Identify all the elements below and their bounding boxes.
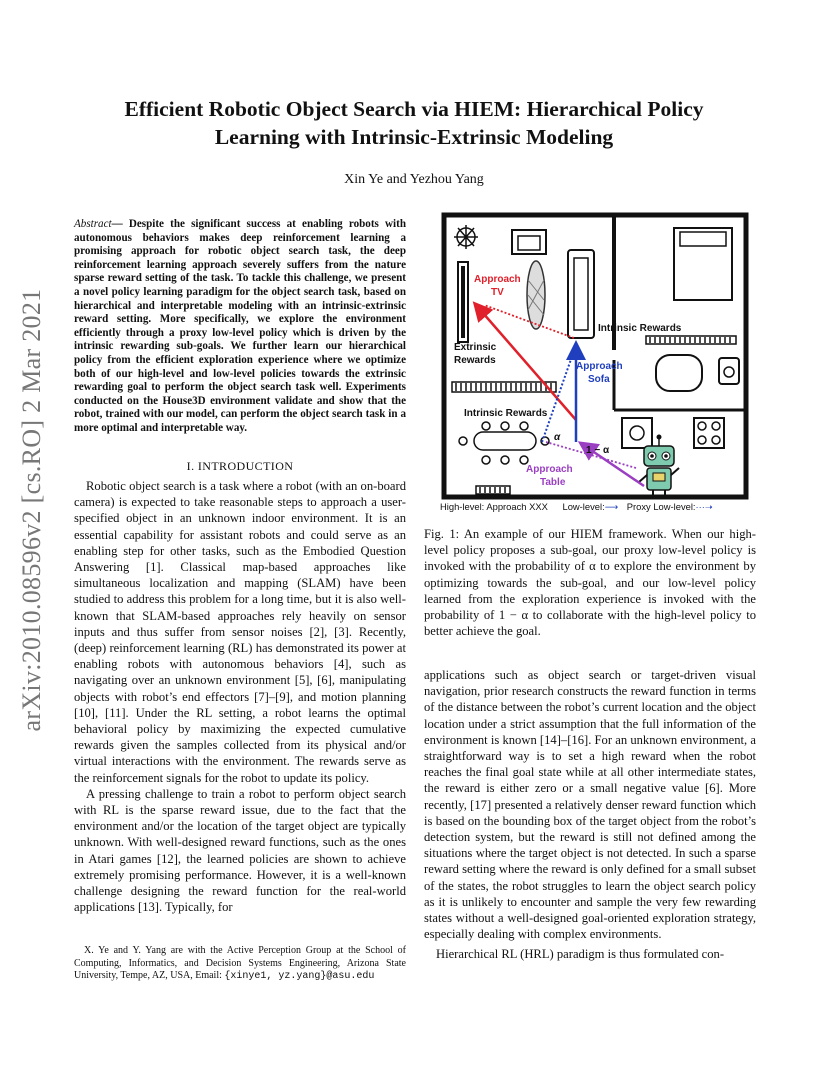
footnote-email: {xinye1, yz.yang}@asu.edu xyxy=(224,971,375,982)
label-approach-sofa-1: Approach xyxy=(576,361,623,372)
label-approach-table-1: Approach xyxy=(526,464,573,475)
author-footnote xyxy=(74,945,406,984)
radiator-bottom-icon xyxy=(476,486,510,494)
label-intrinsic-rewards-top: Intrinsic Rewards xyxy=(598,323,682,334)
label-intrinsic-rewards-left: Intrinsic Rewards xyxy=(464,408,548,419)
figure-1-legend xyxy=(440,501,760,513)
sofa-icon xyxy=(568,250,594,338)
paper-authors: Xin Ye and Yezhou Yang xyxy=(344,172,484,187)
label-extrinsic-rewards-1: Extrinsic xyxy=(454,342,497,353)
paper-title: Efficient Robotic Object Search via HIEM: Hierarchical Policy Learning with Intrinsic-Extrinsic Modeling xyxy=(124,97,704,149)
intro-paragraph-1: Robotic object search is a task where a robot (with an on-board camera) is expected to take reasonable steps to approach a user-specified object in an unknown indoor environment. It is an essential capability for assistant robots and could serve as an enabling step for other tasks, such as the Embodied Question Answering [1]. Classical map-based approaches like simultaneous localization and mapping (SLAM) have been studied to address this problem for a long time, but it is also well-known that SLAM-based approaches rely heavily on sensor inputs and thus suffer from sensor noises [2], [3]. Recently, (deep) reinforcement learning (RL) has demonstrated its power at enabling robots with autonomous behaviors [4], such as navigating over an unknown environment [5], [6], manipulating objects with robot’s end effectors [7]–[9], and motion planning [10], [11]. Under the RL setting, a robot learns the optimal behavioral policy by maximizing the expected cumulative rewards given the samples collected from its physical and/or virtual interactions with the environment. The rewards serve as the reinforcement signals for the robot to update its policy. xyxy=(74,479,406,785)
section-heading-introduction: I. INTRODUCTION xyxy=(186,459,294,473)
label-approach-tv-2: TV xyxy=(491,287,504,298)
intro-paragraph-2: A pressing challenge to train a robot to perform object search with RL is the sparse reward issue, due to the fact that the environment and/or the location of the target object are typically unknown. With well-designed reward functions, such as the ones in Atari games [12], the learned policies are shown to achieve extremely promising performance. However, it is a well-known challenge designing the reward function for the real-world applications [13]. Typically, for xyxy=(74,786,406,915)
legend-low-level: Low-level: xyxy=(562,501,605,512)
proxy-arrow-sofa xyxy=(542,345,576,442)
stove-icon xyxy=(694,418,724,448)
sink-icon xyxy=(622,418,652,448)
figure-1-caption: Fig. 1: An example of our HIEM framework. When our high-level policy proposes a sub-goal, our proxy low-level policy is invoked with the probability of α to explore the environment by optimizing towards the sub-goal, and our low-level policy learned from the exploration experience is invoked with the probability of 1 − α to collaborate with the high-level policy to better achieve the goal. xyxy=(424,527,756,639)
figure-1-floor-plan xyxy=(436,210,756,500)
label-approach-table-2: Table xyxy=(540,477,566,488)
label-extrinsic-rewards-2: Rewards xyxy=(454,355,496,366)
radiator-top-icon xyxy=(646,336,736,344)
abstract-label: Abstract xyxy=(74,218,112,230)
legend-low-swatch: ⟶ xyxy=(604,501,619,512)
toilet-icon xyxy=(719,358,739,384)
bed-icon xyxy=(674,228,732,300)
abstract xyxy=(74,218,406,436)
footnote-text: X. Ye and Y. Yang are with the Active Perception Group at the School of Computing, Informatics, and Decision Systems Engineering, Arizona State University, Tempe, AZ, USA, Email: xyxy=(74,945,406,981)
right-paragraph-2: Hierarchical RL (HRL) paradigm is thus formulated con- xyxy=(436,947,725,962)
dining-table-icon xyxy=(459,422,549,464)
label-one-minus-alpha: 1 − α xyxy=(586,445,610,456)
label-approach-tv-1: Approach xyxy=(474,274,521,285)
abstract-text: — Despite the significant success at enabling robots with autonomous behaviors makes deep reinforcement learning a promising approach for robotic object search task, the deep reinforcement learning approach severely suffers from the nature sparse reward setting of the task. To tackle this challenge, we present a novel policy learning paradigm for the object search task, based on hierarchical and interpretable modeling with an intrinsic-extrinsic reward setting. More specifically, we explore the environment efficiently through a proxy low-level policy which is driven by the intrinsic rewarding sub-goals. We further learn our hierarchical policy from the efficient exploration experience where we optimize both of our high-level and low-level policies towards the extrinsic rewarding goal to perform the object search task well. Experiments conducted on the House3D environment validate and show that the robot, trained with our model, can perform the object search task in a more optimal and interpretable way. xyxy=(74,218,406,434)
robot-icon xyxy=(639,435,679,498)
arxiv-sidebar-stamp xyxy=(12,260,52,760)
label-alpha: α xyxy=(554,432,561,443)
introduction-body xyxy=(74,478,406,915)
legend-proxy-swatch: ···➝ xyxy=(695,501,713,512)
right-paragraph-1: applications such as object search or target-driven visual navigation, prior research constructs the reward function in terms of the distance between the robot’s current location and the object location under a strict assumption that the full information of the environment is known [14]–[16]. For an unknown environment, a straightforward way is to set a high reward when the robot reaches the final goal state while at all other intermediate states, the reward is either zero or a small negative value [6]. More recently, [17] presented a relatively denser reward function which is based on the bounding box of the target object from the robot’s detection system, but the reward is still not defined among the situations where the target object is not detected. In such a sparse reward setting where the reward is only defined for a small subset of the states, the robot struggles to learn the object search policy as it is unlikely to encounter and sample the very few rewarding states without a well-designed goal-oriented exploration strategy, especially dealing with complex environments. xyxy=(424,668,756,942)
legend-high-level: High-level: Approach XXX xyxy=(440,501,548,512)
legend-proxy-level: Proxy Low-level: xyxy=(626,501,696,512)
right-column-body xyxy=(424,667,756,963)
bathtub-icon xyxy=(656,355,702,391)
arxiv-id: arXiv:2010.08596v2 [cs.RO] 2 Mar 2021 xyxy=(17,288,46,732)
label-approach-sofa-2: Sofa xyxy=(588,374,610,385)
radiator-left-icon xyxy=(452,382,556,392)
plant-icon xyxy=(454,225,478,249)
